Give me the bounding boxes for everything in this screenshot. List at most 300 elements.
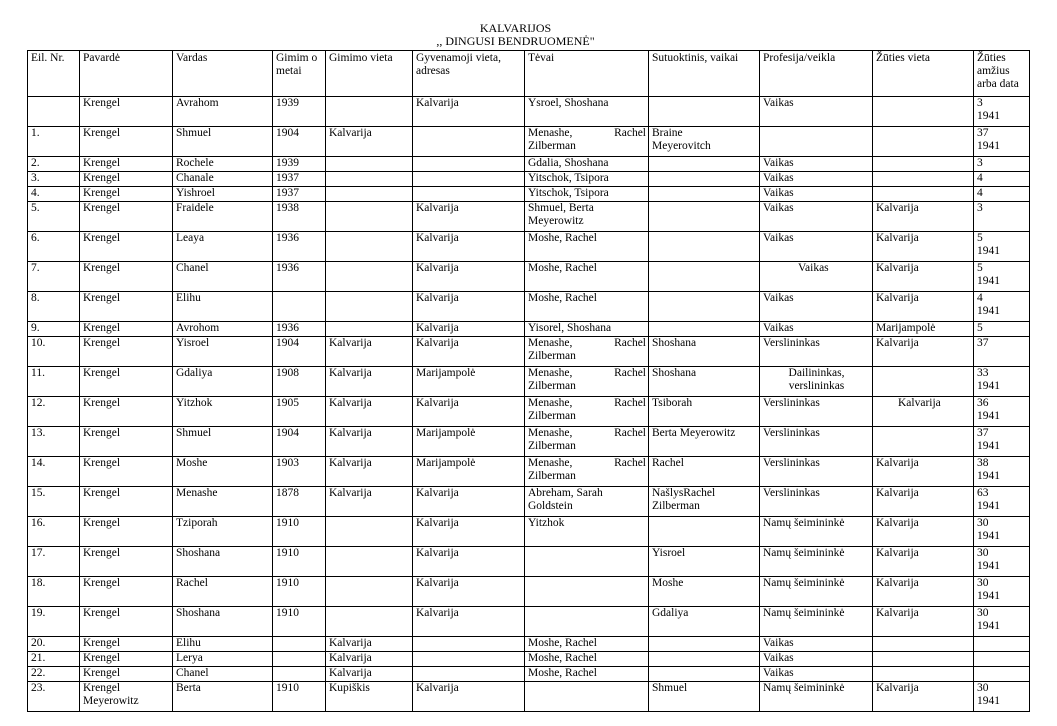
table-cell: 12. <box>28 397 80 427</box>
table-cell: Krengel <box>80 292 173 322</box>
table-cell: Avrohom <box>173 322 273 337</box>
table-cell <box>649 322 760 337</box>
table-cell: 36 1941 <box>974 397 1030 427</box>
table-cell: 1910 <box>273 682 326 712</box>
table-cell: Menashe, Rachel Zilberman <box>525 127 649 157</box>
table-cell <box>413 637 525 652</box>
table-cell: Verslininkas <box>760 337 873 367</box>
table-cell: Kalvarija <box>413 292 525 322</box>
table-cell: Leaya <box>173 232 273 262</box>
table-cell: Yitzhok <box>173 397 273 427</box>
table-cell: 8. <box>28 292 80 322</box>
table-cell: 1938 <box>273 202 326 232</box>
table-row <box>28 172 1030 187</box>
table-cell: Kalvarija <box>413 547 525 577</box>
table-cell <box>649 637 760 652</box>
table-row <box>28 157 1030 172</box>
table-row <box>28 457 1030 487</box>
col-header-birth-year: Gimim o metai <box>273 51 326 97</box>
table-cell: Shmuel, Berta Meyerowitz <box>525 202 649 232</box>
col-header-nr: Eil. Nr. <box>28 51 80 97</box>
table-cell: 1910 <box>273 607 326 637</box>
table-cell: 1939 <box>273 97 326 127</box>
table-cell: Moshe <box>173 457 273 487</box>
table-cell <box>326 97 413 127</box>
table-cell: Kalvarija <box>413 232 525 262</box>
table-cell: 3 <box>974 157 1030 172</box>
table-cell: Rachel <box>649 457 760 487</box>
table-cell: Krengel <box>80 652 173 667</box>
table-row <box>28 262 1030 292</box>
table-cell: 1904 <box>273 427 326 457</box>
table-cell <box>326 232 413 262</box>
table-cell: Kalvarija <box>326 127 413 157</box>
table-cell: Namų šeimininkė <box>760 517 873 547</box>
table-cell <box>873 367 974 397</box>
table-cell <box>649 667 760 682</box>
table-cell <box>525 547 649 577</box>
col-header-death-age-date: Žūties amžius arba data <box>974 51 1030 97</box>
table-cell: 4. <box>28 187 80 202</box>
table-cell: Rachel <box>173 577 273 607</box>
table-cell: Krengel <box>80 427 173 457</box>
table-cell: Namų šeimininkė <box>760 577 873 607</box>
table-cell: Chanel <box>173 262 273 292</box>
table-cell: Kalvarija <box>873 202 974 232</box>
table-cell: Krengel <box>80 547 173 577</box>
table-cell: Kalvarija <box>413 322 525 337</box>
table-row <box>28 187 1030 202</box>
table-cell <box>649 292 760 322</box>
table-cell: 9. <box>28 322 80 337</box>
table-cell <box>649 232 760 262</box>
table-cell: Berta Meyerowitz <box>649 427 760 457</box>
table-cell: Yisroel <box>649 547 760 577</box>
table-cell: Menashe <box>173 487 273 517</box>
table-cell: 20. <box>28 637 80 652</box>
table-cell <box>873 652 974 667</box>
table-cell: Kalvarija <box>873 487 974 517</box>
table-cell: 30 1941 <box>974 682 1030 712</box>
table-cell: Lerya <box>173 652 273 667</box>
table-cell: 30 1941 <box>974 517 1030 547</box>
table-cell <box>649 652 760 667</box>
table-cell: Menashe, Rachel Zilberman <box>525 427 649 457</box>
table-row <box>28 577 1030 607</box>
table-cell: 17. <box>28 547 80 577</box>
table-cell: 23. <box>28 682 80 712</box>
table-cell <box>326 202 413 232</box>
table-cell: 1936 <box>273 232 326 262</box>
table-row <box>28 652 1030 667</box>
table-cell: Krengel <box>80 232 173 262</box>
table-cell: Namų šeimininkė <box>760 607 873 637</box>
table-cell: 1910 <box>273 547 326 577</box>
table-cell: Krengel <box>80 337 173 367</box>
table-cell: Kalvarija <box>326 457 413 487</box>
table-cell: Gdaliya <box>173 367 273 397</box>
document-title: KALVARIJOS <box>479 21 552 35</box>
table-cell <box>525 577 649 607</box>
table-cell: Krengel <box>80 607 173 637</box>
table-row <box>28 292 1030 322</box>
table-cell <box>413 652 525 667</box>
table-cell: Vaikas <box>760 187 873 202</box>
table-cell: Shmuel <box>649 682 760 712</box>
table-cell: Kalvarija <box>413 337 525 367</box>
col-header-residence: Gyvenamoji vieta, adresas <box>413 51 525 97</box>
table-cell <box>873 157 974 172</box>
col-header-parents: Tėvai <box>525 51 649 97</box>
table-cell: Kalvarija <box>413 607 525 637</box>
table-cell: Verslininkas <box>760 397 873 427</box>
table-cell <box>873 427 974 457</box>
table-cell: 38 1941 <box>974 457 1030 487</box>
table-cell: Krengel <box>80 172 173 187</box>
table-cell: Menashe, Rachel Zilberman <box>525 457 649 487</box>
table-cell <box>873 127 974 157</box>
table-cell: 11. <box>28 367 80 397</box>
table-cell: Chanale <box>173 172 273 187</box>
table-cell <box>873 97 974 127</box>
table-cell: Gdaliya <box>649 607 760 637</box>
table-cell: Vaikas <box>760 637 873 652</box>
table-cell: Shoshana <box>649 367 760 397</box>
col-header-profession: Profesija/veikla <box>760 51 873 97</box>
table-cell: 33 1941 <box>974 367 1030 397</box>
table-cell: Avrahom <box>173 97 273 127</box>
table-cell: Kalvarija <box>326 367 413 397</box>
table-cell <box>974 667 1030 682</box>
table-cell: Kalvarija <box>413 397 525 427</box>
table-cell: Shoshana <box>173 607 273 637</box>
table-cell: Moshe, Rachel <box>525 667 649 682</box>
table-cell <box>326 547 413 577</box>
table-cell: 1905 <box>273 397 326 427</box>
table-cell: Elihu <box>173 292 273 322</box>
table-row <box>28 637 1030 652</box>
table-cell: 3 1941 <box>974 97 1030 127</box>
col-header-birthplace: Gimimo vieta <box>326 51 413 97</box>
table-cell: 4 <box>974 172 1030 187</box>
table-cell <box>649 97 760 127</box>
table-cell: Vaikas <box>760 292 873 322</box>
table-cell: 30 1941 <box>974 607 1030 637</box>
table-cell <box>649 202 760 232</box>
table-cell: 1904 <box>273 127 326 157</box>
table-cell <box>974 637 1030 652</box>
table-cell: Tziporah <box>173 517 273 547</box>
table-cell: Krengel <box>80 637 173 652</box>
table-cell: 1910 <box>273 517 326 547</box>
table-cell: Moshe, Rachel <box>525 637 649 652</box>
table-cell: 5 1941 <box>974 262 1030 292</box>
table-cell: Moshe, Rachel <box>525 232 649 262</box>
table-cell: 1903 <box>273 457 326 487</box>
table-cell <box>326 172 413 187</box>
table-row <box>28 487 1030 517</box>
table-cell: Krengel <box>80 322 173 337</box>
table-cell: Kalvarija <box>873 577 974 607</box>
table-row <box>28 97 1030 127</box>
document-subtitle: ,, DINGUSI BENDRUOMENĖ" <box>436 34 595 48</box>
table-row <box>28 397 1030 427</box>
table-cell: Krengel <box>80 202 173 232</box>
table-cell: Kalvarija <box>413 487 525 517</box>
table-cell <box>413 157 525 172</box>
table-cell: Vaikas <box>760 262 873 292</box>
table-cell: 1904 <box>273 337 326 367</box>
table-cell: Moshe, Rachel <box>525 652 649 667</box>
table-cell: Vaikas <box>760 652 873 667</box>
table-cell: Kalvarija <box>326 652 413 667</box>
table-cell <box>413 127 525 157</box>
table-cell <box>649 262 760 292</box>
table-cell <box>326 262 413 292</box>
table-row <box>28 667 1030 682</box>
table-cell <box>273 292 326 322</box>
table-cell: 18. <box>28 577 80 607</box>
table-cell <box>28 97 80 127</box>
table-cell <box>326 517 413 547</box>
table-cell: Kalvarija <box>873 607 974 637</box>
table-cell: 5. <box>28 202 80 232</box>
table-cell: 1937 <box>273 187 326 202</box>
table-cell: Yisorel, Shoshana <box>525 322 649 337</box>
table-cell <box>413 667 525 682</box>
table-cell: 1937 <box>273 172 326 187</box>
table-cell: 30 1941 <box>974 577 1030 607</box>
table-header-row <box>28 51 1030 97</box>
table-cell <box>649 157 760 172</box>
table-cell <box>760 127 873 157</box>
table-cell: 3. <box>28 172 80 187</box>
table-cell <box>649 172 760 187</box>
table-cell: Kalvarija <box>873 262 974 292</box>
table-cell: Menashe, Rachel Zilberman <box>525 397 649 427</box>
col-header-name: Vardas <box>173 51 273 97</box>
table-cell <box>273 637 326 652</box>
table-cell: Krengel <box>80 667 173 682</box>
table-row <box>28 232 1030 262</box>
table-cell: Kalvarija <box>873 232 974 262</box>
col-header-spouse-children: Sutuoktinis, vaikai <box>649 51 760 97</box>
table-cell: 1910 <box>273 577 326 607</box>
table-cell <box>326 577 413 607</box>
table-cell: 63 1941 <box>974 487 1030 517</box>
col-header-death-place: Žūties vieta <box>873 51 974 97</box>
table-cell: 1939 <box>273 157 326 172</box>
table-cell: 19. <box>28 607 80 637</box>
table-cell: 6. <box>28 232 80 262</box>
table-cell: 1908 <box>273 367 326 397</box>
table-cell: 21. <box>28 652 80 667</box>
table-cell: 22. <box>28 667 80 682</box>
table-cell <box>413 187 525 202</box>
table-cell: 1936 <box>273 262 326 292</box>
table-cell: Yishroel <box>173 187 273 202</box>
table-cell: Fraidele <box>173 202 273 232</box>
table-cell: Krengel Meyerowitz <box>80 682 173 712</box>
table-cell: Kalvarija <box>873 517 974 547</box>
table-cell: 37 1941 <box>974 127 1030 157</box>
table-row <box>28 607 1030 637</box>
table-cell: Krengel <box>80 397 173 427</box>
col-header-surname: Pavardė <box>80 51 173 97</box>
table-cell <box>273 652 326 667</box>
table-cell: Krengel <box>80 187 173 202</box>
table-cell: Kalvarija <box>413 202 525 232</box>
table-cell: Kalvarija <box>873 397 974 427</box>
table-cell: Shmuel <box>173 427 273 457</box>
table-cell <box>413 172 525 187</box>
table-cell <box>326 157 413 172</box>
table-cell: Berta <box>173 682 273 712</box>
table-cell: Kalvarija <box>326 667 413 682</box>
table-cell: NašlysRachel Zilberman <box>649 487 760 517</box>
table-cell: 5 <box>974 322 1030 337</box>
table-cell: Kalvarija <box>413 262 525 292</box>
victims-table <box>27 50 1030 712</box>
table-cell: Dailininkas, verslininkas <box>760 367 873 397</box>
table-cell: Vaikas <box>760 667 873 682</box>
table-cell <box>873 187 974 202</box>
table-cell: Kalvarija <box>413 577 525 607</box>
table-cell: Moshe <box>649 577 760 607</box>
table-row <box>28 517 1030 547</box>
table-cell: Kalvarija <box>326 337 413 367</box>
table-row <box>28 547 1030 577</box>
table-cell: 37 1941 <box>974 427 1030 457</box>
table-cell: Moshe, Rachel <box>525 292 649 322</box>
table-cell: Abreham, Sarah Goldstein <box>525 487 649 517</box>
table-cell: Kalvarija <box>873 337 974 367</box>
table-cell: Marijampolė <box>413 367 525 397</box>
table-cell: Kalvarija <box>873 457 974 487</box>
table-cell: Kupiškis <box>326 682 413 712</box>
table-cell: 4 <box>974 187 1030 202</box>
table-cell: 1. <box>28 127 80 157</box>
table-cell: Shoshana <box>649 337 760 367</box>
table-cell: Shmuel <box>173 127 273 157</box>
table-cell: Tsiborah <box>649 397 760 427</box>
table-cell: Yitschok, Tsipora <box>525 172 649 187</box>
table-cell: Braine Meyerovitch <box>649 127 760 157</box>
table-cell: Krengel <box>80 457 173 487</box>
table-cell: Krengel <box>80 157 173 172</box>
table-cell: Yisroel <box>173 337 273 367</box>
table-cell <box>326 187 413 202</box>
table-cell: 7. <box>28 262 80 292</box>
table-row <box>28 367 1030 397</box>
table-row <box>28 202 1030 232</box>
table-cell: 4 1941 <box>974 292 1030 322</box>
table-cell: 16. <box>28 517 80 547</box>
table-cell: Krengel <box>80 97 173 127</box>
table-cell: Shoshana <box>173 547 273 577</box>
table-cell: Kalvarija <box>326 397 413 427</box>
table-cell <box>873 637 974 652</box>
table-cell: Kalvarija <box>873 682 974 712</box>
table-cell: Gdalia, Shoshana <box>525 157 649 172</box>
table-cell <box>326 292 413 322</box>
table-cell: Vaikas <box>760 232 873 262</box>
table-row <box>28 682 1030 712</box>
table-cell <box>873 172 974 187</box>
table-cell: Kalvarija <box>413 517 525 547</box>
table-row <box>28 127 1030 157</box>
table-cell: 15. <box>28 487 80 517</box>
table-cell: Vaikas <box>760 97 873 127</box>
table-cell: Kalvarija <box>873 292 974 322</box>
table-cell: Kalvarija <box>326 427 413 457</box>
table-cell: Yitzhok <box>525 517 649 547</box>
table-cell: Namų šeimininkė <box>760 547 873 577</box>
table-cell <box>326 607 413 637</box>
table-cell <box>273 667 326 682</box>
table-cell: Verslininkas <box>760 427 873 457</box>
table-cell: Marijampolė <box>873 322 974 337</box>
table-cell: 2. <box>28 157 80 172</box>
table-cell: Vaikas <box>760 172 873 187</box>
table-cell: Menashe, Rachel Zilberman <box>525 337 649 367</box>
table-cell: Chanel <box>173 667 273 682</box>
table-cell: Marijampolė <box>413 427 525 457</box>
table-cell: Krengel <box>80 127 173 157</box>
table-cell: Verslininkas <box>760 457 873 487</box>
table-cell: 3 <box>974 202 1030 232</box>
table-cell: Verslininkas <box>760 487 873 517</box>
table-cell <box>873 667 974 682</box>
table-cell: Vaikas <box>760 202 873 232</box>
table-row <box>28 322 1030 337</box>
table-cell: 1936 <box>273 322 326 337</box>
table-cell: Krengel <box>80 577 173 607</box>
table-cell <box>326 322 413 337</box>
table-cell: Rochele <box>173 157 273 172</box>
table-cell: Krengel <box>80 367 173 397</box>
table-cell: Moshe, Rachel <box>525 262 649 292</box>
table-cell: Marijampolė <box>413 457 525 487</box>
table-cell: Menashe, Rachel Zilberman <box>525 367 649 397</box>
table-cell: 14. <box>28 457 80 487</box>
table-cell: Yitschok, Tsipora <box>525 187 649 202</box>
table-cell: Kalvarija <box>413 97 525 127</box>
table-cell: Kalvarija <box>873 547 974 577</box>
table-cell: Vaikas <box>760 157 873 172</box>
table-cell <box>525 607 649 637</box>
table-cell <box>525 682 649 712</box>
table-row <box>28 337 1030 367</box>
table-cell <box>649 187 760 202</box>
table-cell: Kalvarija <box>326 487 413 517</box>
table-cell: Kalvarija <box>326 637 413 652</box>
table-cell: 1878 <box>273 487 326 517</box>
table-cell: Namų šeimininkė <box>760 682 873 712</box>
table-cell: 37 <box>974 337 1030 367</box>
table-cell: Krengel <box>80 487 173 517</box>
table-cell: Kalvarija <box>413 682 525 712</box>
table-cell: Vaikas <box>760 322 873 337</box>
table-row <box>28 427 1030 457</box>
table-cell: 30 1941 <box>974 547 1030 577</box>
table-cell: Krengel <box>80 517 173 547</box>
table-cell: Elihu <box>173 637 273 652</box>
table-cell: 10. <box>28 337 80 367</box>
table-cell: 13. <box>28 427 80 457</box>
table-cell: Ysroel, Shoshana <box>525 97 649 127</box>
table-cell <box>649 517 760 547</box>
